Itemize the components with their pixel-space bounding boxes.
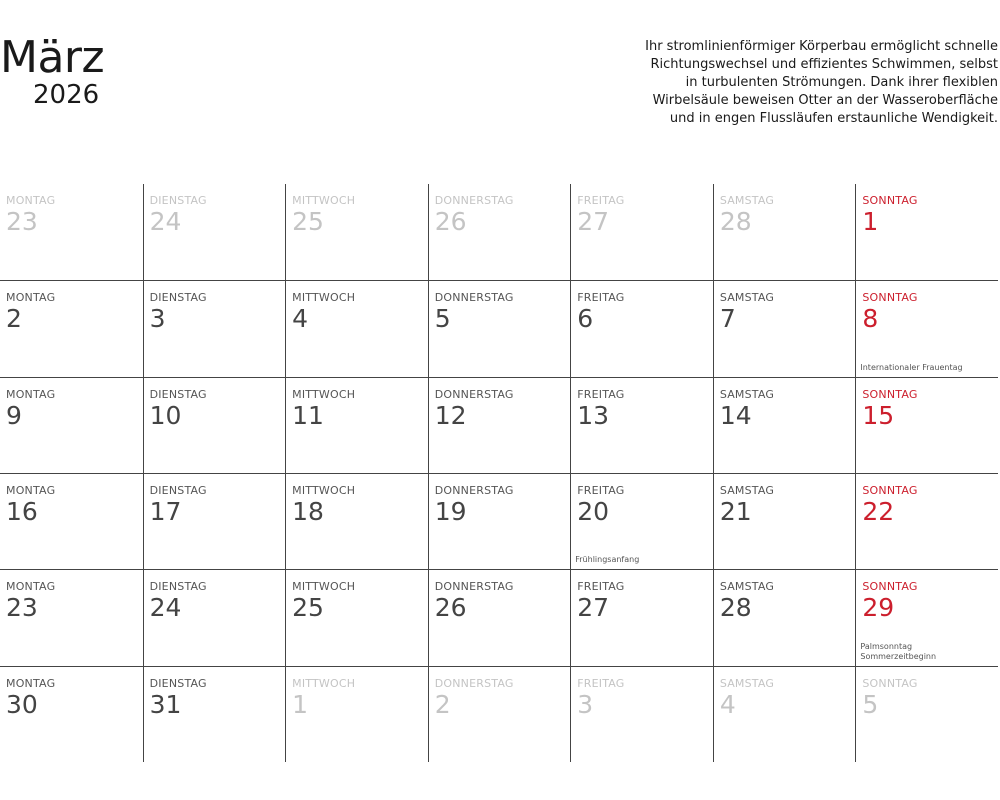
day-cell[interactable]	[143, 473, 286, 569]
day-number: 23	[6, 593, 38, 623]
day-number: 20	[577, 496, 610, 526]
weekday-label: FREITAG	[577, 387, 625, 401]
day-cell[interactable]	[570, 377, 713, 473]
day-cell[interactable]	[855, 473, 998, 569]
day-cell[interactable]	[0, 280, 143, 376]
weekday-label: DIENSTAG	[149, 387, 207, 401]
day-cell[interactable]	[713, 377, 856, 473]
day-cell[interactable]	[570, 184, 713, 280]
weekday-label: MITTWOCH	[292, 194, 356, 207]
weekday-label: SAMSTAG	[719, 483, 775, 497]
day-cell[interactable]	[143, 377, 286, 473]
weekday-label: SAMSTAG	[719, 676, 775, 690]
day-number: 14	[719, 400, 752, 430]
weekday-label: DIENSTAG	[149, 194, 207, 207]
weekday-label: MONTAG	[6, 580, 56, 594]
day-cell[interactable]	[570, 473, 713, 569]
weekday-label: SONNTAG	[862, 483, 918, 497]
weekday-label: MONTAG	[6, 194, 56, 207]
day-number: 28	[719, 593, 752, 623]
day-number: 3	[149, 304, 166, 334]
month-title: März	[0, 32, 105, 83]
day-number: 1	[292, 689, 309, 719]
day-number: 9	[6, 400, 22, 430]
weekday-label: SONNTAG	[862, 387, 918, 401]
day-number: 5	[862, 689, 879, 719]
day-number: 29	[862, 593, 895, 623]
day-cell[interactable]	[285, 280, 428, 376]
weekday-label: MONTAG	[6, 387, 56, 401]
weekday-label: DONNERSTAG	[434, 387, 514, 401]
weekday-label: FREITAG	[577, 291, 625, 305]
calendar-grid	[0, 184, 998, 762]
weekday-label: MITTWOCH	[292, 676, 356, 690]
day-cell[interactable]	[713, 666, 856, 762]
day-cell[interactable]	[428, 666, 571, 762]
day-number: 6	[577, 304, 594, 334]
day-number: 30	[6, 689, 38, 719]
day-cell[interactable]	[0, 666, 143, 762]
day-cell[interactable]	[855, 184, 998, 280]
day-cell[interactable]	[428, 280, 571, 376]
day-number: 7	[719, 304, 736, 334]
day-cell[interactable]	[0, 473, 143, 569]
day-number: 4	[292, 304, 309, 334]
day-cell[interactable]	[285, 377, 428, 473]
day-cell[interactable]	[143, 280, 286, 376]
day-cell[interactable]	[713, 569, 856, 665]
day-number: 21	[719, 496, 752, 526]
day-cell[interactable]	[713, 280, 856, 376]
weekday-label: FREITAG	[577, 194, 625, 207]
holiday-note: Internationaler Frauentag	[860, 362, 963, 372]
day-number: 18	[292, 496, 324, 526]
day-cell[interactable]	[143, 184, 286, 280]
day-number: 15	[862, 400, 895, 430]
weekday-label: FREITAG	[577, 483, 625, 497]
weekday-label: SONNTAG	[862, 291, 918, 305]
weekday-label: MONTAG	[6, 483, 56, 497]
day-number: 22	[862, 496, 895, 526]
day-cell[interactable]	[285, 666, 428, 762]
day-cell[interactable]	[0, 569, 143, 665]
day-number: 31	[149, 689, 182, 719]
day-number: 13	[577, 400, 610, 430]
weekday-label: MONTAG	[6, 676, 56, 690]
day-number: 2	[434, 689, 451, 719]
day-cell[interactable]	[570, 280, 713, 376]
holiday-note: Palmsonntag Sommerzeitbeginn	[860, 641, 937, 661]
weekday-label: DONNERSTAG	[434, 676, 514, 690]
weekday-label: MITTWOCH	[292, 483, 356, 497]
day-cell[interactable]	[428, 184, 571, 280]
weekday-label: SONNTAG	[862, 676, 918, 690]
day-number: 1	[862, 207, 879, 236]
day-cell[interactable]	[285, 184, 428, 280]
day-number: 26	[434, 593, 467, 623]
day-cell[interactable]	[428, 377, 571, 473]
weekday-label: DIENSTAG	[149, 291, 207, 305]
day-cell[interactable]	[855, 280, 998, 376]
weekday-label: MONTAG	[6, 291, 56, 305]
day-cell[interactable]	[428, 569, 571, 665]
day-number: 24	[149, 207, 182, 236]
weekday-label: FREITAG	[577, 580, 625, 594]
day-cell[interactable]	[570, 666, 713, 762]
day-number: 25	[292, 593, 324, 623]
weekday-label: FREITAG	[577, 676, 625, 690]
weekday-label: DONNERSTAG	[434, 291, 514, 305]
weekday-label: DONNERSTAG	[434, 580, 514, 594]
day-cell[interactable]	[855, 666, 998, 762]
day-number: 25	[292, 207, 324, 236]
day-cell[interactable]	[428, 473, 571, 569]
day-number: 11	[292, 400, 324, 430]
day-number: 3	[577, 689, 594, 719]
day-cell[interactable]	[713, 473, 856, 569]
day-number: 8	[862, 304, 879, 334]
day-number: 10	[149, 400, 182, 430]
holiday-note: Frühlingsanfang	[575, 555, 640, 565]
day-number: 5	[434, 304, 451, 334]
day-cell[interactable]	[0, 184, 143, 280]
day-cell[interactable]	[285, 473, 428, 569]
day-cell[interactable]	[855, 377, 998, 473]
day-number: 28	[719, 207, 752, 236]
weekday-label: MITTWOCH	[292, 580, 356, 594]
weekday-label: SAMSTAG	[719, 387, 775, 401]
weekday-label: SONNTAG	[862, 194, 918, 207]
weekday-label: DIENSTAG	[149, 676, 207, 690]
weekday-label: DONNERSTAG	[434, 194, 514, 207]
day-number: 26	[434, 207, 467, 236]
day-number: 27	[577, 593, 610, 623]
day-number: 24	[149, 593, 182, 623]
day-cell[interactable]	[143, 666, 286, 762]
day-cell[interactable]	[855, 569, 998, 665]
day-cell[interactable]	[713, 184, 856, 280]
day-number: 23	[6, 207, 38, 236]
day-number: 2	[6, 304, 22, 334]
weekday-label: SAMSTAG	[719, 194, 775, 207]
weekday-label: DONNERSTAG	[434, 483, 514, 497]
day-cell[interactable]	[0, 377, 143, 473]
day-cell[interactable]	[570, 569, 713, 665]
day-number: 27	[577, 207, 610, 236]
weekday-label: SAMSTAG	[719, 580, 775, 594]
day-number: 19	[434, 496, 467, 526]
day-number: 17	[149, 496, 182, 526]
weekday-label: SAMSTAG	[719, 291, 775, 305]
weekday-label: DIENSTAG	[149, 483, 207, 497]
day-number: 12	[434, 400, 467, 430]
weekday-label: MITTWOCH	[292, 387, 356, 401]
day-cell[interactable]	[143, 569, 286, 665]
weekday-label: DIENSTAG	[149, 580, 207, 594]
description-text: Ihr stromlinienförmiger Körperbau ermöglicht schnelle Richtungswechsel und effizientes Schwimmen, selbst in turbulenten Strömungen. Dank ihrer flexiblen Wirbelsäule beweisen Otter an der Wasseroberfläche und in engen Flussläufen erstaunliche Wendigkeit.	[645, 39, 998, 126]
weekday-label: SONNTAG	[862, 580, 918, 594]
year-label: 2026	[33, 80, 100, 110]
weekday-label: MITTWOCH	[292, 291, 356, 305]
day-cell[interactable]	[285, 569, 428, 665]
day-number: 4	[719, 689, 736, 719]
day-number: 16	[6, 496, 38, 526]
